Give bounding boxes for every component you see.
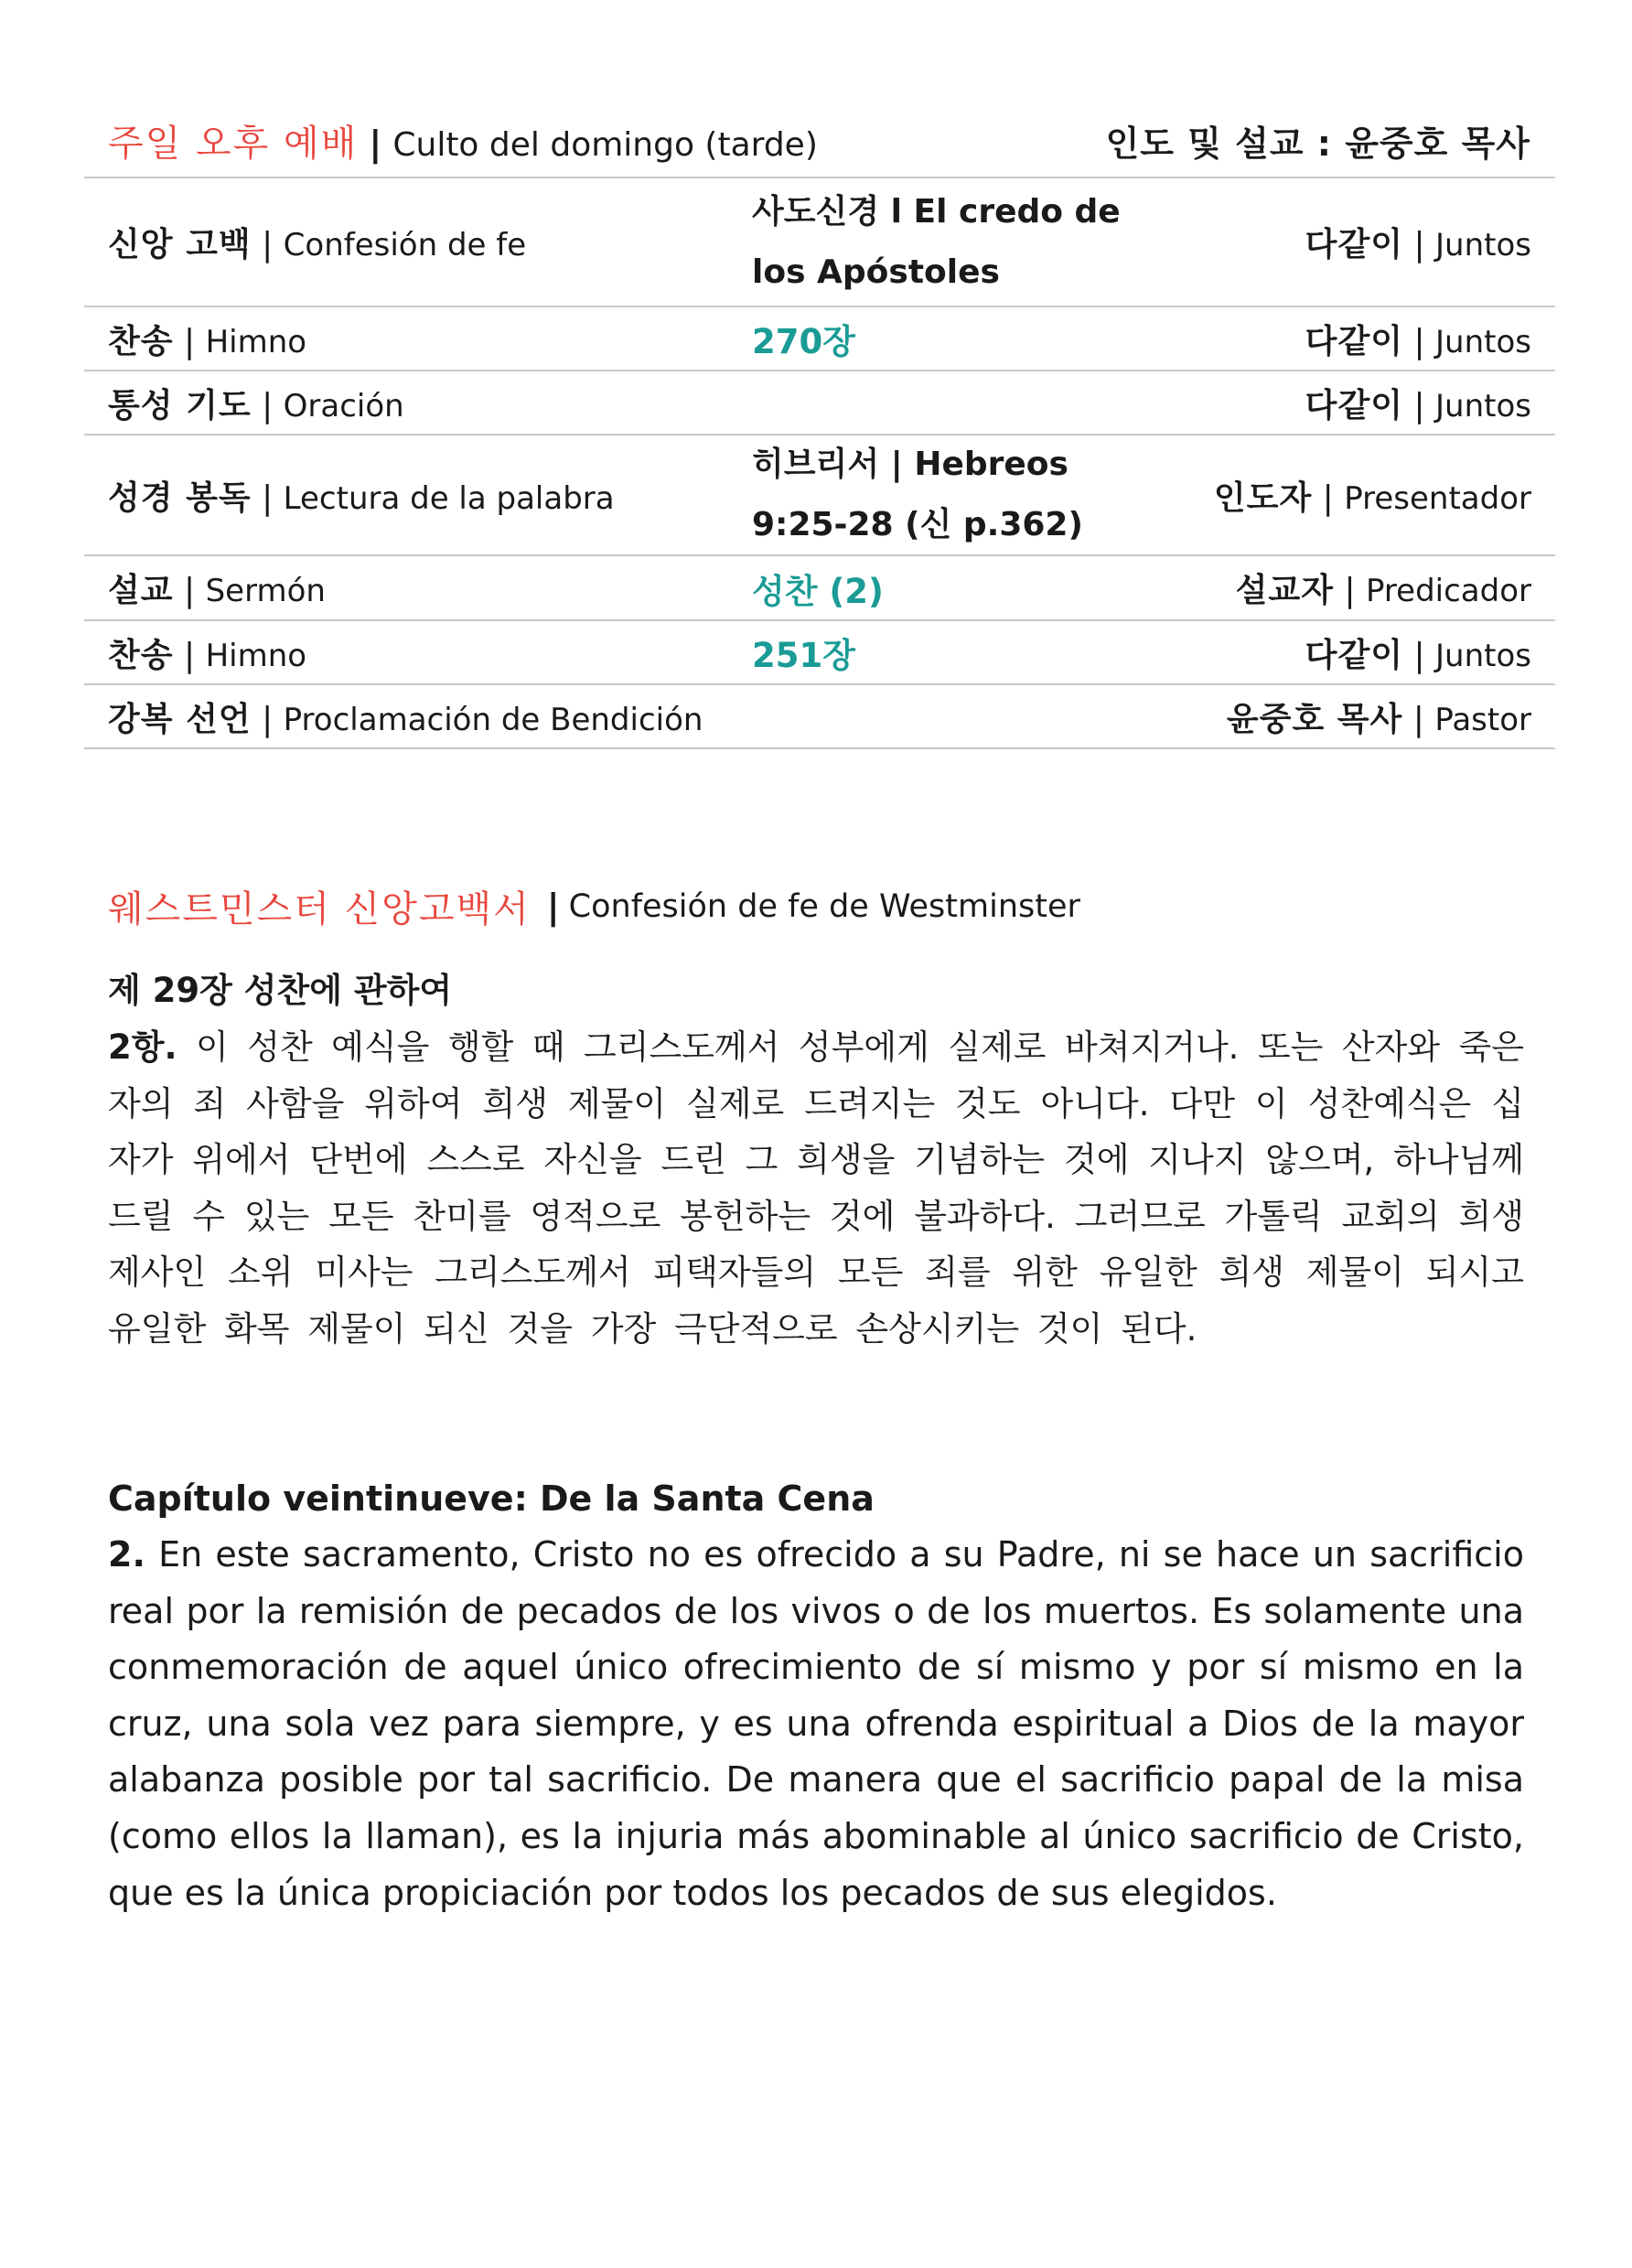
order-row-sermon xyxy=(84,556,1555,621)
order-item-who: 다같이 | Juntos xyxy=(1305,226,1531,263)
order-item-label: 강복 선언 | Proclamación de Bendición xyxy=(108,700,703,738)
service-leader: 인도 및 설교 : 윤중호 목사 xyxy=(1105,123,1530,164)
order-detail-line: los Apóstoles xyxy=(752,253,1000,291)
order-who-kr: 윤중호 목사 xyxy=(1226,700,1403,738)
order-label-es: Sermón xyxy=(205,573,326,609)
sermon-title: 성찬 (2) xyxy=(752,571,884,611)
order-who-kr: 인도자 xyxy=(1213,478,1313,517)
order-label-kr: 찬송 xyxy=(108,636,174,674)
order-who-es: Juntos xyxy=(1435,227,1531,263)
order-who-kr: 다같이 xyxy=(1305,636,1403,674)
korean-confession-section xyxy=(108,962,1524,1357)
order-row-benediction xyxy=(84,685,1555,749)
spanish-chapter-title: Capítulo veintinueve: De la Santa Cena xyxy=(108,1478,875,1519)
order-label-es: Oración xyxy=(283,387,404,425)
westminster-heading xyxy=(108,880,1080,932)
service-title-kr: 주일 오후 예배 xyxy=(108,122,359,165)
order-row-scripture xyxy=(84,435,1555,556)
order-item-label: 설교 | Sermón xyxy=(108,572,326,609)
service-title xyxy=(108,114,818,167)
title-separator: | xyxy=(369,123,382,164)
order-who-kr: 설교자 xyxy=(1235,572,1334,609)
order-row-confession xyxy=(84,178,1555,307)
order-label-es: Himno xyxy=(205,323,307,360)
order-label-es: Proclamación de Bendición xyxy=(283,701,703,738)
westminster-title-kr: 웨스트민스터 신앙고백서 xyxy=(108,888,531,930)
spanish-paragraph-text: En este sacramento, Cristo no es ofrecido a su Padre, ni se hace un sacrificio real por la remisión de pecados de los vivos o de los muertos. Es solamente una conmemoración de aquel único ofrecimiento de sí mismo y por sí mismo en la cruz, una sola vez para siempre, y es una ofrenda espiritual a Dios de la mayor alabanza posible por tal sacrificio. De manera que el sacrificio papal de la misa (como ellos la llaman), es la injuria más abominable al único sacrificio de Cristo, que es la única propiciación por todos los pecados de sus elegidos. xyxy=(108,1534,1524,1913)
order-label-kr: 성경 봉독 xyxy=(108,478,252,517)
order-label-es: Himno xyxy=(205,637,307,674)
order-label-kr: 신앙 고백 xyxy=(108,226,252,263)
order-item-detail xyxy=(752,628,1209,677)
title-separator: | xyxy=(546,886,560,927)
order-item-who: 인도자 | Presentador xyxy=(1213,478,1531,517)
order-row-hymn-2 xyxy=(84,621,1555,685)
order-who-kr: 다같이 xyxy=(1305,322,1403,360)
order-item-who: 윤중호 목사 | Pastor xyxy=(1226,700,1531,738)
order-item-label: 성경 봉독 | Lectura de la palabra xyxy=(108,478,615,517)
scripture-book: 히브리서 | Hebreos xyxy=(752,446,1068,483)
spanish-paragraph xyxy=(108,1527,1524,1921)
order-item-label: 신앙 고백 | Confesión de fe xyxy=(108,226,527,263)
order-item-label: 찬송 | Himno xyxy=(108,636,307,674)
order-item-label: 찬송 | Himno xyxy=(108,322,307,360)
westminster-title-es: Confesión de fe de Westminster xyxy=(568,887,1080,925)
order-label-es: Lectura de la palabra xyxy=(283,479,615,517)
order-who-es: Juntos xyxy=(1435,637,1531,674)
order-row-hymn-1 xyxy=(84,307,1555,371)
scripture-reference: 9:25-28 (신 p.362) xyxy=(752,506,1083,543)
korean-paragraph-text: 이 성찬 예식을 행할 때 그리스도께서 성부에게 실제로 바쳐지거나. 또는 산자와 죽은 자의 죄 사함을 위하여 희생 제물이 실제로 드려지는 것도 아니다. 다만 이 성찬예식은 십자가 위에서 단번에 스스로 자신을 드린 그 희생을 기념하는 것에 지나지 않으며, 하나님께 드릴 수 있는 모든 찬미를 영적으로 봉헌하는 것에 불과하다. 그러므로 가톨릭 교회의 희생 제사인 소위 미사는 그리스도께서 피택자들의 모든 죄를 위한 유일한 희생 제물이 되시고 유일한 화목 제물이 되신 것을 가장 극단적으로 손상시키는 것이 된다. xyxy=(108,1027,1524,1349)
order-label-es: Confesión de fe xyxy=(283,227,527,263)
order-who-es: Juntos xyxy=(1435,387,1531,425)
order-item-detail xyxy=(752,435,1209,555)
order-label-kr: 강복 선언 xyxy=(108,700,252,738)
order-item-label: 통성 기도 | Oración xyxy=(108,386,404,425)
order-who-es: Pastor xyxy=(1434,701,1531,738)
service-header xyxy=(108,108,1530,172)
order-who-es: Juntos xyxy=(1435,323,1531,360)
order-who-es: Predicador xyxy=(1366,573,1531,609)
order-of-worship-table xyxy=(84,177,1555,749)
korean-paragraph-number: 2항. xyxy=(108,1027,177,1067)
order-item-detail xyxy=(752,314,1209,363)
order-label-kr: 설교 xyxy=(108,572,174,609)
order-item-who: 설교자 | Predicador xyxy=(1235,572,1531,609)
spanish-paragraph-number: 2. xyxy=(108,1534,145,1575)
order-who-kr: 다같이 xyxy=(1305,226,1403,263)
order-item-detail xyxy=(752,182,1209,303)
order-who-es: Presentador xyxy=(1344,479,1531,517)
order-item-who: 다같이 | Juntos xyxy=(1305,322,1531,360)
order-row-prayer xyxy=(84,371,1555,435)
spanish-confession-section xyxy=(108,1470,1524,1921)
order-detail-line: 사도신경 l El credo de xyxy=(752,192,1121,231)
korean-paragraph xyxy=(108,1019,1524,1357)
korean-chapter-title: 제 29장 성찬에 관하여 xyxy=(108,971,453,1010)
order-who-kr: 다같이 xyxy=(1305,386,1403,425)
hymn-number: 251장 xyxy=(752,636,855,675)
order-label-kr: 통성 기도 xyxy=(108,386,252,425)
service-title-es: Culto del domingo (tarde) xyxy=(392,125,818,164)
order-item-who: 다같이 | Juntos xyxy=(1305,636,1531,674)
order-item-who: 다같이 | Juntos xyxy=(1305,386,1531,425)
order-item-detail xyxy=(752,564,1209,613)
order-label-kr: 찬송 xyxy=(108,322,174,360)
hymn-number: 270장 xyxy=(752,322,855,361)
